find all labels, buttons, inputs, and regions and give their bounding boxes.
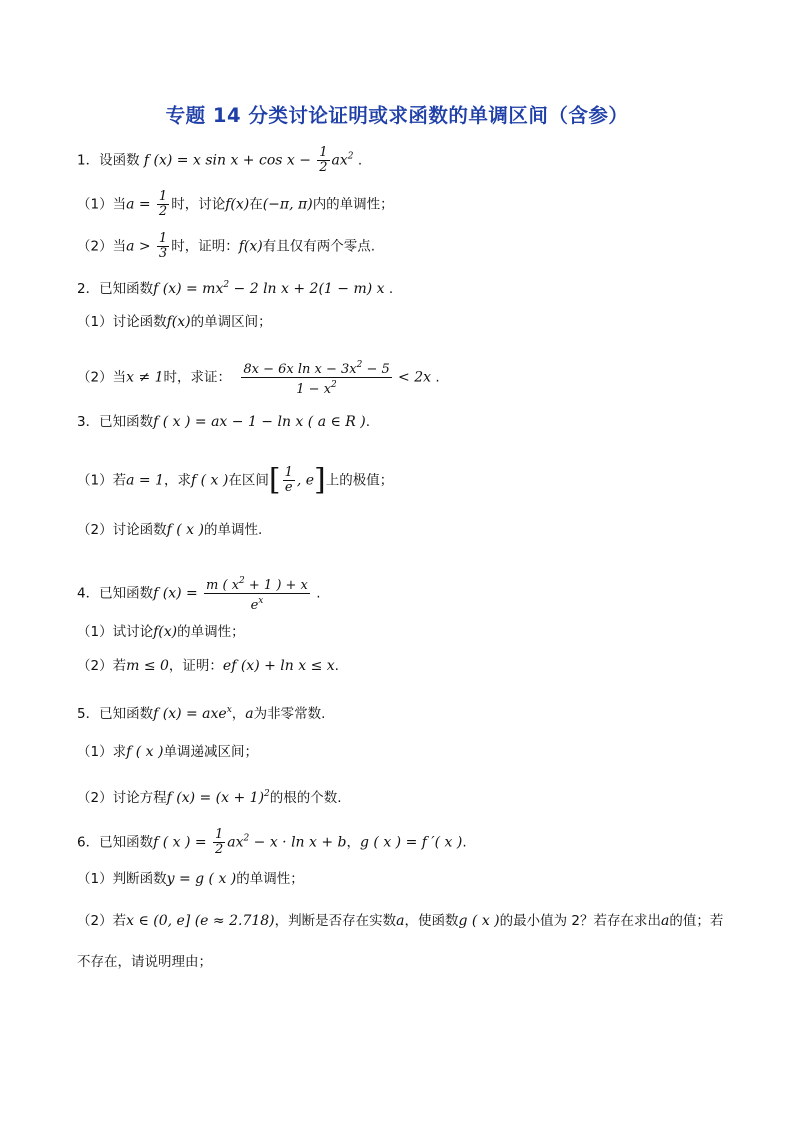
condition: x ∈ (0, e] (e ≈ 2.718) bbox=[126, 913, 275, 929]
numerator-text: m ( x bbox=[206, 578, 240, 593]
text: 的单调性； bbox=[177, 624, 245, 640]
period: . bbox=[365, 414, 371, 430]
exponent: 2 bbox=[264, 789, 270, 799]
function-ref: f ( x ) bbox=[190, 472, 229, 489]
fraction-numerator: 1 bbox=[214, 827, 224, 842]
g-function: g ( x ) = f ′( x ) bbox=[360, 834, 463, 851]
fraction-numerator bbox=[204, 574, 310, 594]
function-ref: g ( x ) bbox=[458, 913, 500, 929]
text: 内的单调性； bbox=[312, 196, 394, 213]
function-ref: y = g ( x ) bbox=[166, 871, 237, 887]
part-label: （2）若 bbox=[77, 658, 127, 674]
text: 有且仅有两个零点. bbox=[262, 238, 376, 255]
function-ref: f(x) bbox=[225, 196, 250, 213]
right-bracket: ] bbox=[314, 462, 326, 498]
problem-3-function: f ( x ) = ax − 1 − ln x ( a ∈ R ) bbox=[153, 414, 366, 430]
interval-fraction bbox=[283, 466, 295, 495]
fraction-numerator: 1 bbox=[319, 145, 328, 160]
function-ref: f ( x ) bbox=[166, 522, 204, 538]
problem-2-statement bbox=[77, 275, 393, 299]
function-ref: f ( x ) bbox=[126, 744, 164, 760]
text: 时，证明： bbox=[171, 238, 239, 255]
problem-4-statement bbox=[77, 574, 320, 613]
problem-4-label: 4．已知函数 bbox=[77, 585, 154, 602]
part-label: （1）若 bbox=[77, 472, 127, 489]
problem-1-part-2 bbox=[77, 232, 375, 261]
exponent: 2 bbox=[239, 576, 245, 586]
fraction-denominator: e bbox=[284, 480, 293, 495]
variable: a bbox=[661, 913, 670, 929]
part-label: （1）当 bbox=[77, 196, 127, 213]
condition: a > bbox=[126, 238, 151, 255]
comma: ， bbox=[231, 706, 246, 722]
part-label: （1）试讨论 bbox=[77, 624, 154, 640]
exponent: 2 bbox=[223, 280, 230, 290]
period: . bbox=[435, 369, 440, 386]
fraction-denominator: 2 bbox=[214, 842, 224, 857]
problem-6-function: f ( x ) = bbox=[153, 834, 207, 851]
problem-4-part-2 bbox=[77, 656, 339, 676]
exponent: 2 bbox=[347, 151, 354, 162]
exponent: x bbox=[226, 705, 232, 715]
fraction-denominator bbox=[241, 378, 391, 397]
interval: (−π, π) bbox=[262, 196, 313, 213]
text: 的最小值为 2？若存在求出 bbox=[499, 913, 662, 929]
inequality-rhs: < 2x bbox=[398, 369, 432, 386]
problem-5-label: 5．已知函数 bbox=[77, 706, 154, 722]
period: . bbox=[462, 834, 467, 851]
fraction-numerator: 1 bbox=[284, 465, 293, 480]
problem-2-part-2 bbox=[77, 358, 440, 397]
part-label: （2）当 bbox=[77, 369, 127, 386]
part-label: （2）讨论函数 bbox=[77, 522, 167, 538]
problem-6-part-2-continuation: 不存在，请说明理由； bbox=[77, 954, 212, 970]
function-ref: f(x) bbox=[238, 238, 263, 255]
text: ，求 bbox=[163, 472, 191, 489]
problem-2-label: 2．已知函数 bbox=[77, 281, 154, 297]
problem-1-statement bbox=[77, 146, 362, 175]
left-bracket: [ bbox=[268, 462, 281, 498]
exponent: x bbox=[258, 596, 264, 606]
text: 的单调区间； bbox=[190, 314, 272, 330]
problem-4-part-1 bbox=[77, 622, 245, 642]
text: 单调递减区间； bbox=[163, 744, 258, 760]
fraction-numerator: 1 bbox=[158, 189, 168, 204]
text: ，判断是否存在实数 bbox=[274, 913, 397, 929]
denominator-text: e bbox=[250, 598, 259, 613]
problem-2-part-1 bbox=[77, 312, 272, 332]
problem-3-part-1 bbox=[77, 462, 394, 498]
numerator-text: 8x − 6x ln x − 3x bbox=[243, 362, 357, 377]
function-ref: f(x) bbox=[166, 314, 191, 330]
problem-6-part-2 bbox=[77, 911, 723, 931]
problem-1-part-1 bbox=[77, 190, 394, 219]
condition: m ≤ 0 bbox=[126, 658, 169, 674]
problem-6-label: 6．已知函数 bbox=[77, 834, 154, 851]
text: 的单调性. bbox=[203, 522, 263, 538]
problem-1-fraction bbox=[317, 146, 329, 175]
problem-1-label: 1．设函数 bbox=[77, 152, 140, 169]
problem-2-function-rest: − 2 ln x + 2(1 − m) x bbox=[229, 281, 385, 297]
part-label: （2）若 bbox=[77, 913, 127, 929]
period: . bbox=[388, 281, 394, 297]
problem-3-statement bbox=[77, 412, 370, 432]
problem-5-function: f (x) = axe bbox=[153, 706, 227, 722]
period: . bbox=[316, 585, 321, 602]
exponent: 2 bbox=[331, 380, 337, 390]
problem-5-statement bbox=[77, 700, 325, 724]
period: . bbox=[357, 152, 363, 169]
condition: a = 1 bbox=[126, 472, 164, 489]
problem-5-part-1 bbox=[77, 742, 258, 762]
comma: ， bbox=[346, 834, 361, 851]
condition-fraction bbox=[157, 190, 169, 219]
problem-2-function: f (x) = mx bbox=[153, 281, 224, 297]
text: 的根的个数. bbox=[269, 790, 342, 806]
text: 时，求证： bbox=[163, 369, 232, 386]
text: 的单调性； bbox=[236, 871, 304, 887]
text: 为非零常数. bbox=[253, 706, 326, 722]
text: 在 bbox=[249, 196, 263, 213]
problem-1-term: ax bbox=[331, 152, 348, 169]
equation: f (x) = (x + 1) bbox=[166, 790, 265, 806]
interval-end: , e bbox=[296, 472, 315, 489]
text: ，证明： bbox=[168, 658, 223, 674]
part-label: （1）讨论函数 bbox=[77, 314, 167, 330]
problem-6-fraction bbox=[213, 828, 225, 857]
text: 在区间 bbox=[228, 472, 269, 489]
variable: a bbox=[245, 706, 254, 722]
problem-3-label: 3．已知函数 bbox=[77, 414, 154, 430]
fraction-denominator: 2 bbox=[158, 204, 168, 219]
variable: a bbox=[396, 913, 405, 929]
function-term: ax bbox=[227, 834, 244, 851]
numerator-end: + 1 ) + x bbox=[244, 578, 308, 593]
part-label: （1）求 bbox=[77, 744, 127, 760]
fraction-numerator: 1 bbox=[158, 231, 168, 246]
exponent: 2 bbox=[356, 360, 363, 370]
function-rest: − x · ln x + b bbox=[249, 834, 347, 851]
problem-1-function: f (x) = x sin x + cos x − bbox=[143, 152, 311, 169]
condition: x ≠ 1 bbox=[126, 369, 164, 386]
fraction-denominator bbox=[204, 594, 310, 613]
fraction-numerator bbox=[241, 358, 391, 378]
condition: a = bbox=[126, 196, 151, 213]
exponent: 2 bbox=[243, 833, 250, 844]
problem-3-part-2 bbox=[77, 520, 262, 540]
fraction-denominator: 3 bbox=[158, 246, 168, 261]
part-label: （1）判断函数 bbox=[77, 871, 167, 887]
fraction-denominator: 2 bbox=[319, 160, 328, 175]
text: 的值；若 bbox=[669, 913, 724, 929]
text: 时，讨论 bbox=[171, 196, 226, 213]
problem-4-fraction bbox=[204, 574, 310, 613]
text: ，使函数 bbox=[404, 913, 459, 929]
denominator-text: 1 − x bbox=[296, 382, 332, 397]
function-ref: f(x) bbox=[153, 624, 178, 640]
inequality-fraction bbox=[241, 358, 391, 397]
part-label: （2）当 bbox=[77, 238, 127, 255]
problem-4-function: f (x) = bbox=[153, 585, 198, 602]
problem-6-part-1 bbox=[77, 869, 304, 889]
inequality: ef (x) + ln x ≤ x bbox=[222, 658, 335, 674]
problem-5-part-2 bbox=[77, 784, 342, 808]
period: . bbox=[334, 658, 339, 674]
text: 上的极值； bbox=[325, 472, 394, 489]
problem-6-statement bbox=[77, 828, 467, 857]
condition-fraction bbox=[157, 232, 169, 261]
page-title: 专题 14 分类讨论证明或求函数的单调区间（含参） bbox=[165, 104, 629, 127]
part-label: （2）讨论方程 bbox=[77, 790, 167, 806]
numerator-end: − 5 bbox=[362, 362, 390, 377]
